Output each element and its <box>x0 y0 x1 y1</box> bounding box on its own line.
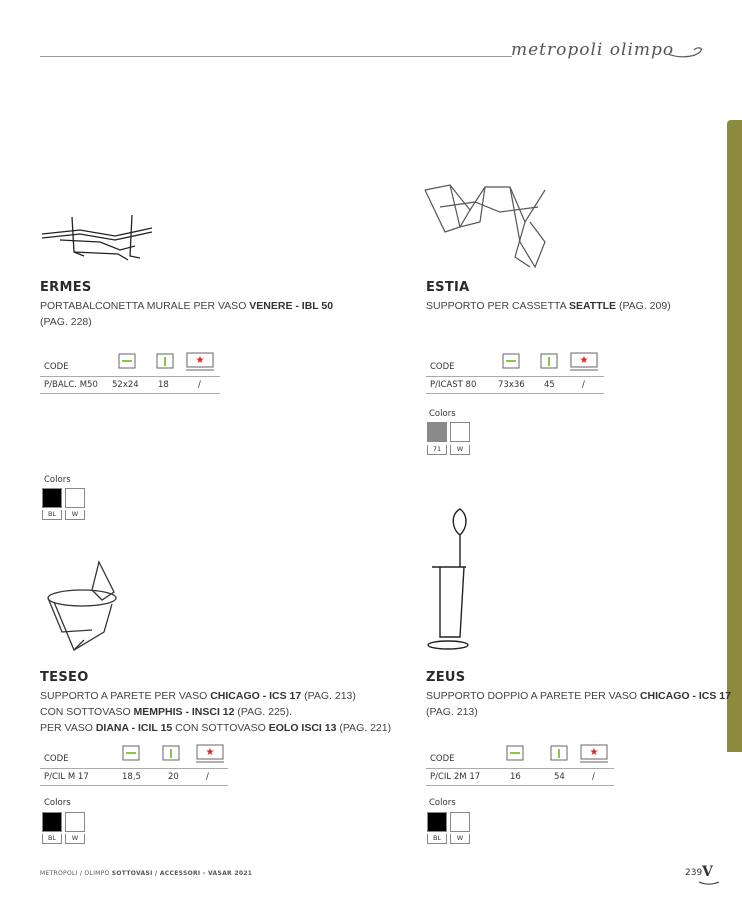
pallet-icon <box>570 352 598 372</box>
chapter-tab <box>727 120 742 752</box>
swatch-label: W <box>450 834 470 844</box>
code-value: P/CIL M 17 <box>44 772 89 782</box>
qty-value: 18 <box>158 380 169 390</box>
code-header: CODE <box>44 754 69 764</box>
pallet-value: / <box>206 772 209 782</box>
footer-text: METROPOLI / OLIMPO SOTTOVASI / ACCESSORI - VASAR 2021 <box>40 870 253 877</box>
swatch-white <box>450 422 470 442</box>
brand-script: metropoli olimpo <box>511 40 675 60</box>
zeus-title: ZEUS <box>426 670 466 685</box>
pallet-icon <box>196 744 224 764</box>
swatch-label: W <box>450 445 470 455</box>
code-header: CODE <box>430 362 455 372</box>
estia-spec-table <box>426 352 604 397</box>
qty-value: 45 <box>544 380 555 390</box>
ermes-spec-table <box>40 352 220 397</box>
size-value: 16 <box>510 772 521 782</box>
qty-value: 54 <box>554 772 565 782</box>
pot-size-icon <box>118 352 136 370</box>
pot-size-icon <box>506 744 524 762</box>
svg-text:★: ★ <box>195 355 205 366</box>
header-rule <box>40 56 512 57</box>
estia-description: SUPPORTO PER CASSETTA SEATTLE (PAG. 209) <box>426 300 671 312</box>
swatch-black <box>427 812 447 832</box>
pallet-value: / <box>198 380 201 390</box>
size-value: 73x36 <box>498 380 525 390</box>
zeus-description: SUPPORTO DOPPIO A PARETE PER VASO CHICAGO - ICS 17 (PAG. 213) <box>426 690 731 718</box>
code-value: P/BALC. M50 <box>44 380 98 390</box>
swatch-label: BL <box>42 834 62 844</box>
swatch-grey <box>427 422 447 442</box>
size-value: 52x24 <box>112 380 139 390</box>
pallet-icon <box>580 744 608 764</box>
code-header: CODE <box>44 362 69 372</box>
estia-title: ESTIA <box>426 280 470 295</box>
swatch-label: 71 <box>427 445 447 455</box>
swatch-white <box>450 812 470 832</box>
zeus-spec-table <box>426 744 614 789</box>
zeus-colors-label: Colors <box>429 798 456 808</box>
pot-size-icon <box>122 744 140 762</box>
teseo-spec-table <box>40 744 228 789</box>
svg-text:★: ★ <box>205 747 215 758</box>
svg-text:★: ★ <box>589 747 599 758</box>
swatch-black <box>42 488 62 508</box>
svg-text:★: ★ <box>579 355 589 366</box>
pot-height-icon <box>156 352 174 370</box>
teseo-colors-label: Colors <box>44 798 71 808</box>
pot-height-icon <box>540 352 558 370</box>
pot-height-icon <box>550 744 568 762</box>
size-value: 18,5 <box>122 772 141 782</box>
ermes-product-image <box>40 212 155 264</box>
pallet-value: / <box>592 772 595 782</box>
swatch-white <box>65 812 85 832</box>
teseo-title: TESEO <box>40 670 89 685</box>
page-number: 239 <box>685 868 703 878</box>
estia-product-image <box>420 182 550 272</box>
zeus-product-image <box>420 505 475 655</box>
pallet-value: / <box>582 380 585 390</box>
pot-height-icon <box>162 744 180 762</box>
pot-size-icon <box>502 352 520 370</box>
teseo-description: SUPPORTO A PARETE PER VASO CHICAGO - ICS 17 (PAG. 213) CON SOTTOVASO MEMPHIS - INSCI 12 (PAG. 225). PER VASO DIANA - ICIL 15 CON SOTTOVASO EOLO ISCI 13 (PAG. 221) <box>40 690 392 734</box>
swatch-label: W <box>65 510 85 520</box>
pallet-icon <box>186 352 214 372</box>
swatch-label: BL <box>42 510 62 520</box>
swatch-black <box>42 812 62 832</box>
ermes-title: ERMES <box>40 280 92 295</box>
code-value: P/ICAST 80 <box>430 380 477 390</box>
qty-value: 20 <box>168 772 179 782</box>
code-header: CODE <box>430 754 455 764</box>
ermes-description: PORTABALCONETTA MURALE PER VASO VENERE - IBL 50 (PAG. 228) <box>40 300 334 328</box>
code-value: P/CIL 2M 17 <box>430 772 481 782</box>
estia-colors-label: Colors <box>429 409 456 419</box>
swatch-label: W <box>65 834 85 844</box>
teseo-product-image <box>44 560 124 655</box>
ermes-colors-label: Colors <box>44 475 71 485</box>
brand-swash-icon <box>668 46 708 60</box>
swatch-label: BL <box>427 834 447 844</box>
vasar-logo-icon: V <box>702 864 713 880</box>
swatch-white <box>65 488 85 508</box>
logo-underline-icon <box>698 880 720 886</box>
